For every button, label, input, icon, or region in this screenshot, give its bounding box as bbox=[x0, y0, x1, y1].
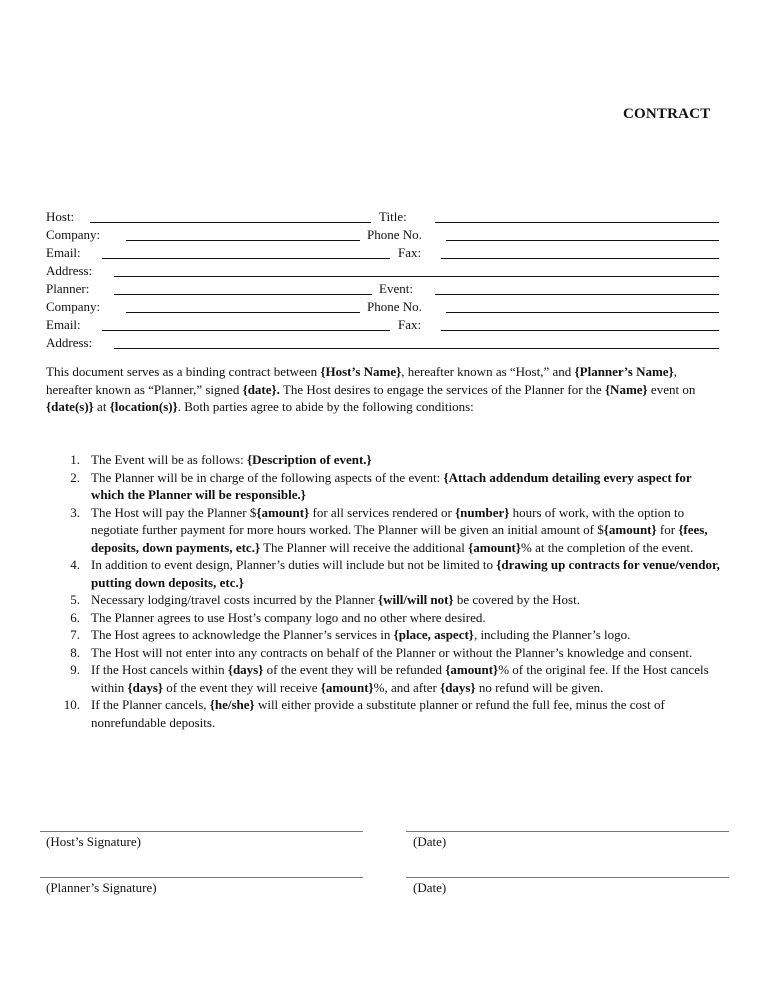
list-number: 9. bbox=[70, 662, 80, 677]
list-text: The Host will not enter into any contracts on behalf of the Planner or without the Planner’s knowledge and consent. bbox=[91, 644, 693, 660]
planner-row bbox=[46, 280, 719, 298]
planner-signature-label: (Planner’s Signature) bbox=[46, 880, 157, 895]
list-text: The Planner will be in charge of the following aspects of the event: bbox=[91, 469, 444, 485]
list-number: 1. bbox=[70, 452, 80, 467]
list-text: If the Host cancels within bbox=[91, 662, 228, 677]
planner-label: Planner: bbox=[46, 281, 90, 296]
document-title: CONTRACT bbox=[623, 106, 711, 122]
host-signature-label: (Host’s Signature) bbox=[46, 834, 141, 849]
email-line[interactable] bbox=[102, 258, 390, 259]
placeholder-planner-name: {Planner’s Name} bbox=[574, 364, 674, 379]
intro-text: This document serves as a binding contract between bbox=[46, 364, 321, 379]
planner-address-label: Address: bbox=[46, 335, 93, 350]
list-placeholder: {amount} bbox=[256, 504, 310, 520]
planner-address-row bbox=[46, 334, 719, 352]
list-number: 2. bbox=[70, 469, 80, 485]
intro-text: event on bbox=[647, 381, 696, 397]
list-number: 7. bbox=[70, 627, 80, 642]
list-text: %, and after bbox=[373, 679, 441, 695]
list-text: be covered by the Host. bbox=[453, 592, 580, 607]
host-row bbox=[46, 208, 719, 226]
list-item bbox=[46, 556, 722, 591]
list-text: The Planner agrees to use Host’s company logo and no other where desired. bbox=[91, 609, 486, 625]
list-text: % at the completion of the event. bbox=[521, 539, 694, 555]
list-placeholder: {will/will not} bbox=[378, 592, 454, 607]
placeholder-host-name: {Host’s Name} bbox=[320, 364, 402, 379]
planner-phone-label: Phone No. bbox=[367, 299, 422, 314]
list-text: The Planner will receive the additional bbox=[260, 539, 469, 555]
list-text: for all services rendered or bbox=[309, 504, 456, 520]
list-item bbox=[46, 644, 722, 662]
list-text: of the event they will be refunded bbox=[263, 662, 446, 677]
placeholder-locations: {location(s)} bbox=[109, 399, 178, 414]
list-text: for bbox=[656, 522, 679, 537]
planner-phone-line[interactable] bbox=[446, 312, 719, 313]
email-label: Email: bbox=[46, 245, 81, 260]
planner-company-label: Company: bbox=[46, 299, 101, 314]
list-text: The Host agrees to acknowledge the Planner’s services in bbox=[91, 627, 394, 642]
list-text: In addition to event design, Planner’s duties will include but not be limited to bbox=[91, 557, 497, 572]
list-item bbox=[46, 469, 722, 504]
fax-line[interactable] bbox=[441, 258, 719, 259]
list-placeholder: {place, aspect} bbox=[393, 627, 474, 642]
host-date-label: (Date) bbox=[413, 834, 447, 849]
list-number: 4. bbox=[70, 557, 80, 572]
list-text: The Event will be as follows: bbox=[91, 452, 247, 467]
list-placeholder: {amount} bbox=[603, 522, 657, 537]
intro-text: , hereafter known as “Host,” and bbox=[401, 364, 575, 379]
host-line[interactable] bbox=[90, 222, 371, 223]
list-text: no refund will be given. bbox=[475, 679, 604, 695]
address-label: Address: bbox=[46, 263, 93, 278]
placeholder-date: {date}. bbox=[242, 381, 280, 397]
list-placeholder: {days} bbox=[440, 679, 476, 695]
list-item bbox=[46, 609, 722, 627]
list-number: 5. bbox=[70, 592, 80, 607]
placeholder-dates: {date(s)} bbox=[46, 399, 94, 414]
title-label: Title: bbox=[379, 209, 407, 224]
intro-paragraph bbox=[46, 363, 721, 416]
planner-fax-line[interactable] bbox=[441, 330, 719, 331]
intro-text: . Both parties agree to abide by the following conditions: bbox=[177, 399, 474, 414]
list-item bbox=[46, 696, 722, 731]
intro-text: The Host desires to engage the services of the Planner for the bbox=[279, 381, 605, 397]
placeholder-name: {Name} bbox=[604, 381, 648, 397]
planner-date-line[interactable] bbox=[406, 877, 729, 878]
planner-email-label: Email: bbox=[46, 317, 81, 332]
list-placeholder: {number} bbox=[455, 504, 510, 520]
title-line[interactable] bbox=[435, 222, 719, 223]
planner-company-row bbox=[46, 298, 719, 316]
list-item bbox=[46, 626, 722, 644]
list-placeholder: {amount} bbox=[320, 679, 374, 695]
list-placeholder: {he/she} bbox=[209, 697, 255, 712]
list-text: hours of work, with the option to negotiate further payment for more hours worked. The Planner will be given an initial amount of $ bbox=[91, 504, 685, 537]
host-signature-line[interactable] bbox=[40, 831, 363, 832]
list-text: The Host will pay the Planner $ bbox=[91, 504, 257, 520]
list-text: of the event they will receive bbox=[163, 679, 321, 695]
phone-label: Phone No. bbox=[367, 227, 422, 242]
list-item bbox=[46, 591, 722, 609]
planner-address-line[interactable] bbox=[114, 348, 719, 349]
phone-line[interactable] bbox=[446, 240, 719, 241]
fax-label: Fax: bbox=[398, 245, 422, 260]
list-placeholder: {days} bbox=[227, 662, 264, 677]
company-line[interactable] bbox=[126, 240, 360, 241]
planner-company-line[interactable] bbox=[126, 312, 360, 313]
list-placeholder: {fees, deposits, down payments, etc.} bbox=[91, 522, 708, 555]
list-item bbox=[46, 661, 722, 696]
event-line[interactable] bbox=[435, 294, 719, 295]
list-placeholder: {amount} bbox=[445, 662, 499, 677]
list-placeholder: {drawing up contracts for venue/vendor, putting down deposits, etc.} bbox=[91, 557, 720, 590]
intro-text: at bbox=[93, 399, 110, 414]
list-text: Necessary lodging/travel costs incurred by the Planner bbox=[91, 592, 378, 607]
planner-email-line[interactable] bbox=[102, 330, 390, 331]
intro-text: , hereafter known as “Planner,” signed bbox=[46, 364, 677, 397]
host-label: Host: bbox=[46, 209, 75, 224]
list-text: % of the original fee. If the Host cancels within bbox=[91, 662, 709, 695]
list-number: 3. bbox=[70, 504, 80, 520]
list-text: If the Planner cancels, bbox=[91, 697, 210, 712]
planner-fax-label: Fax: bbox=[398, 317, 422, 332]
host-date-line[interactable] bbox=[406, 831, 729, 832]
list-item bbox=[46, 451, 722, 469]
list-placeholder: {days} bbox=[127, 679, 164, 695]
conditions-list bbox=[46, 451, 722, 731]
event-label: Event: bbox=[379, 281, 413, 296]
list-placeholder: {Description of event.} bbox=[246, 452, 372, 467]
list-placeholder: {Attach addendum detailing every aspect for which the Planner will be responsible.} bbox=[91, 469, 692, 502]
list-text: , including the Planner’s logo. bbox=[473, 627, 631, 642]
address-line[interactable] bbox=[114, 276, 719, 277]
host-company-row bbox=[46, 226, 719, 244]
list-number: 10. bbox=[63, 697, 80, 712]
list-placeholder: {amount} bbox=[468, 539, 522, 555]
list-text: will either provide a substitute planner or refund the full fee, minus the cost of nonrefundable deposits. bbox=[91, 697, 665, 730]
host-email-row bbox=[46, 244, 719, 262]
host-address-row bbox=[46, 262, 719, 280]
planner-signature-line[interactable] bbox=[40, 877, 363, 878]
planner-date-label: (Date) bbox=[413, 880, 447, 895]
planner-line[interactable] bbox=[114, 294, 372, 295]
company-label: Company: bbox=[46, 227, 101, 242]
list-number: 6. bbox=[70, 609, 80, 625]
list-item bbox=[46, 504, 722, 557]
list-number: 8. bbox=[70, 644, 80, 660]
planner-email-row bbox=[46, 316, 719, 334]
